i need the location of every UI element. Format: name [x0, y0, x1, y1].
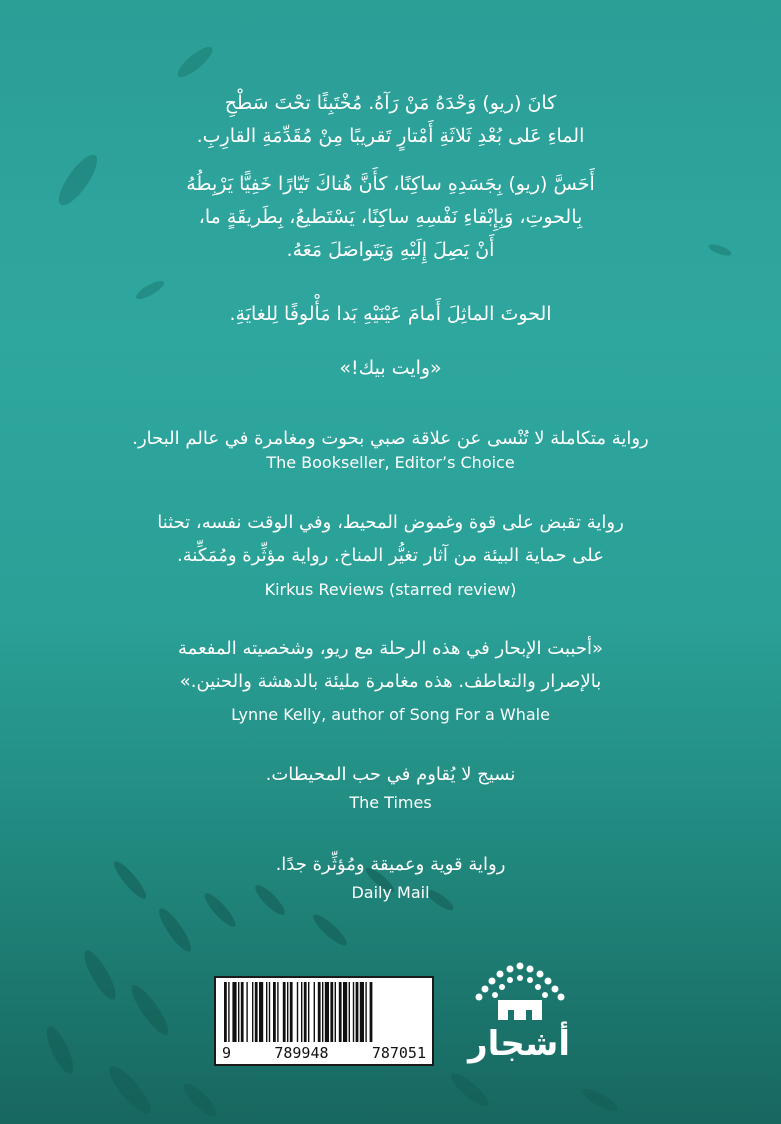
review-2-source: Kirkus Reviews (starred review) — [264, 580, 517, 599]
review-3-source: Lynne Kelly, author of Song For a Whale — [231, 705, 550, 724]
barcode-bar — [224, 982, 227, 1042]
fish-silhouette — [154, 905, 195, 956]
review-1-quote — [40, 422, 741, 455]
review-line: على حماية البيئة من آثار تغيُّر المناخ. رواية مؤثِّرة ومُمَكِّنة. — [177, 545, 604, 566]
barcode-bar — [290, 982, 293, 1042]
intro-line: كانَ (ريو) وَحْدَهُ مَنْ رَآهُ. مُخْتَبِئًا تحْتَ سَطْحِ — [224, 92, 557, 114]
barcode-bar — [325, 982, 329, 1042]
barcode-bar — [343, 982, 347, 1042]
barcode-bar — [360, 982, 364, 1042]
barcode-bar — [266, 982, 267, 1042]
review-1-source: The Bookseller, Editor’s Choice — [266, 453, 515, 472]
review-5-source: Daily Mail — [351, 883, 430, 902]
barcode-bar — [297, 982, 298, 1042]
barcode-digit-group: 9 — [222, 1044, 232, 1062]
publisher-name: أشجار — [468, 1024, 570, 1064]
barcode-bar — [318, 982, 321, 1042]
publisher-logo — [470, 960, 570, 1070]
fish-silhouette — [104, 1061, 156, 1119]
review-5-quote — [40, 848, 741, 881]
barcode-bar — [330, 982, 333, 1042]
barcode-bar — [304, 982, 307, 1042]
review-line: نسيج لا يُقاوم في حب المحيطات. — [265, 764, 516, 785]
barcode-bar — [228, 982, 229, 1042]
barcode-bar — [349, 982, 350, 1042]
fish-silhouette — [179, 1079, 220, 1120]
review-line: بالإصرار والتعاطف. هذه مغامرة مليئة بالدهشة والحنين.» — [179, 671, 602, 692]
fish-silhouette — [126, 981, 174, 1039]
barcode-bar — [365, 982, 366, 1042]
fish-silhouette — [79, 947, 121, 1003]
barcode-bar — [322, 982, 323, 1042]
review-3-quote — [40, 632, 741, 698]
barcode-bar — [339, 982, 342, 1042]
intro-line: بِالحوتِ، وَبِإِبْقاءِ نَفْسِهِ ساكِنًا، يَسْتَطيعُ، بِطَريقَةٍ ما، — [198, 206, 583, 228]
barcode-bar — [241, 982, 244, 1042]
barcode-bar — [370, 982, 373, 1042]
barcode-bar — [356, 982, 359, 1042]
barcode-bar — [269, 982, 270, 1042]
tree-icon — [470, 960, 570, 1030]
fish-silhouette — [447, 1069, 493, 1111]
intro-line: أَحَسَّ (ريو) بِجَسَدِهِ ساكِنًا، كأَنَّ هُناكَ تَيّارًا خَفِيًّا يَرْبِطُهُ — [186, 173, 595, 195]
barcode-number — [216, 1044, 432, 1062]
barcode-bar — [283, 982, 286, 1042]
barcode-bars — [216, 980, 432, 1050]
intro-exclamation: «وايت بيك!» — [339, 357, 442, 379]
barcode-bar — [246, 982, 247, 1042]
barcode-bar — [314, 982, 315, 1042]
intro-paragraph-1 — [40, 87, 741, 153]
barcode-bar — [255, 982, 258, 1042]
fish-silhouette — [42, 1023, 78, 1077]
review-4-source: The Times — [349, 793, 432, 812]
fish-silhouette — [174, 42, 217, 81]
barcode-digit-group: 789948 — [274, 1044, 329, 1062]
intro-line: الماءِ عَلى بُعْدِ ثَلاثَةِ أَمْتارٍ تَقريبًا مِنْ مُقَدِّمَةِ القارِبِ. — [196, 125, 585, 147]
fish-silhouette — [310, 911, 351, 949]
fish-silhouette — [580, 1085, 621, 1115]
barcode-bar — [259, 982, 263, 1042]
barcode-bar — [287, 982, 288, 1042]
barcode-bar — [353, 982, 354, 1042]
review-line: رواية تقبض على قوة وغموض المحيط، وفي الوقت نفسه، تحثنا — [157, 512, 624, 533]
barcode-digit-group: 787051 — [371, 1044, 426, 1062]
intro-paragraph-3: الحوتَ الماثِلَ أَمامَ عَيْنَيْهِ بَدا مَأْلوفًا لِلغايَةِ. — [229, 303, 552, 325]
barcode-bar — [308, 982, 309, 1042]
review-2-quote — [40, 506, 741, 572]
review-line: رواية متكاملة لا تُنْسى عن علاقة صبي بحوت ومغامرة في عالم البحار. — [132, 428, 649, 449]
review-line: «أحببت الإبحار في هذه الرحلة مع ريو، وشخصيته المفعمة — [178, 638, 603, 659]
barcode-bar — [301, 982, 302, 1042]
review-4-quote — [40, 758, 741, 791]
barcode-bar — [232, 982, 236, 1042]
intro-paragraph-2 — [40, 168, 741, 267]
barcode-bar — [335, 982, 336, 1042]
barcode-bar — [273, 982, 276, 1042]
intro-line: أَنْ يَصِلَ إِلَيْهِ وَيَتَواصَلَ مَعَهُ. — [286, 239, 495, 261]
review-line: رواية قوية وعميقة ومُؤثِّرة جدًا. — [275, 854, 506, 875]
isbn-barcode — [214, 976, 434, 1066]
barcode-bar — [238, 982, 239, 1042]
barcode-bar — [252, 982, 253, 1042]
barcode-bar — [277, 982, 278, 1042]
